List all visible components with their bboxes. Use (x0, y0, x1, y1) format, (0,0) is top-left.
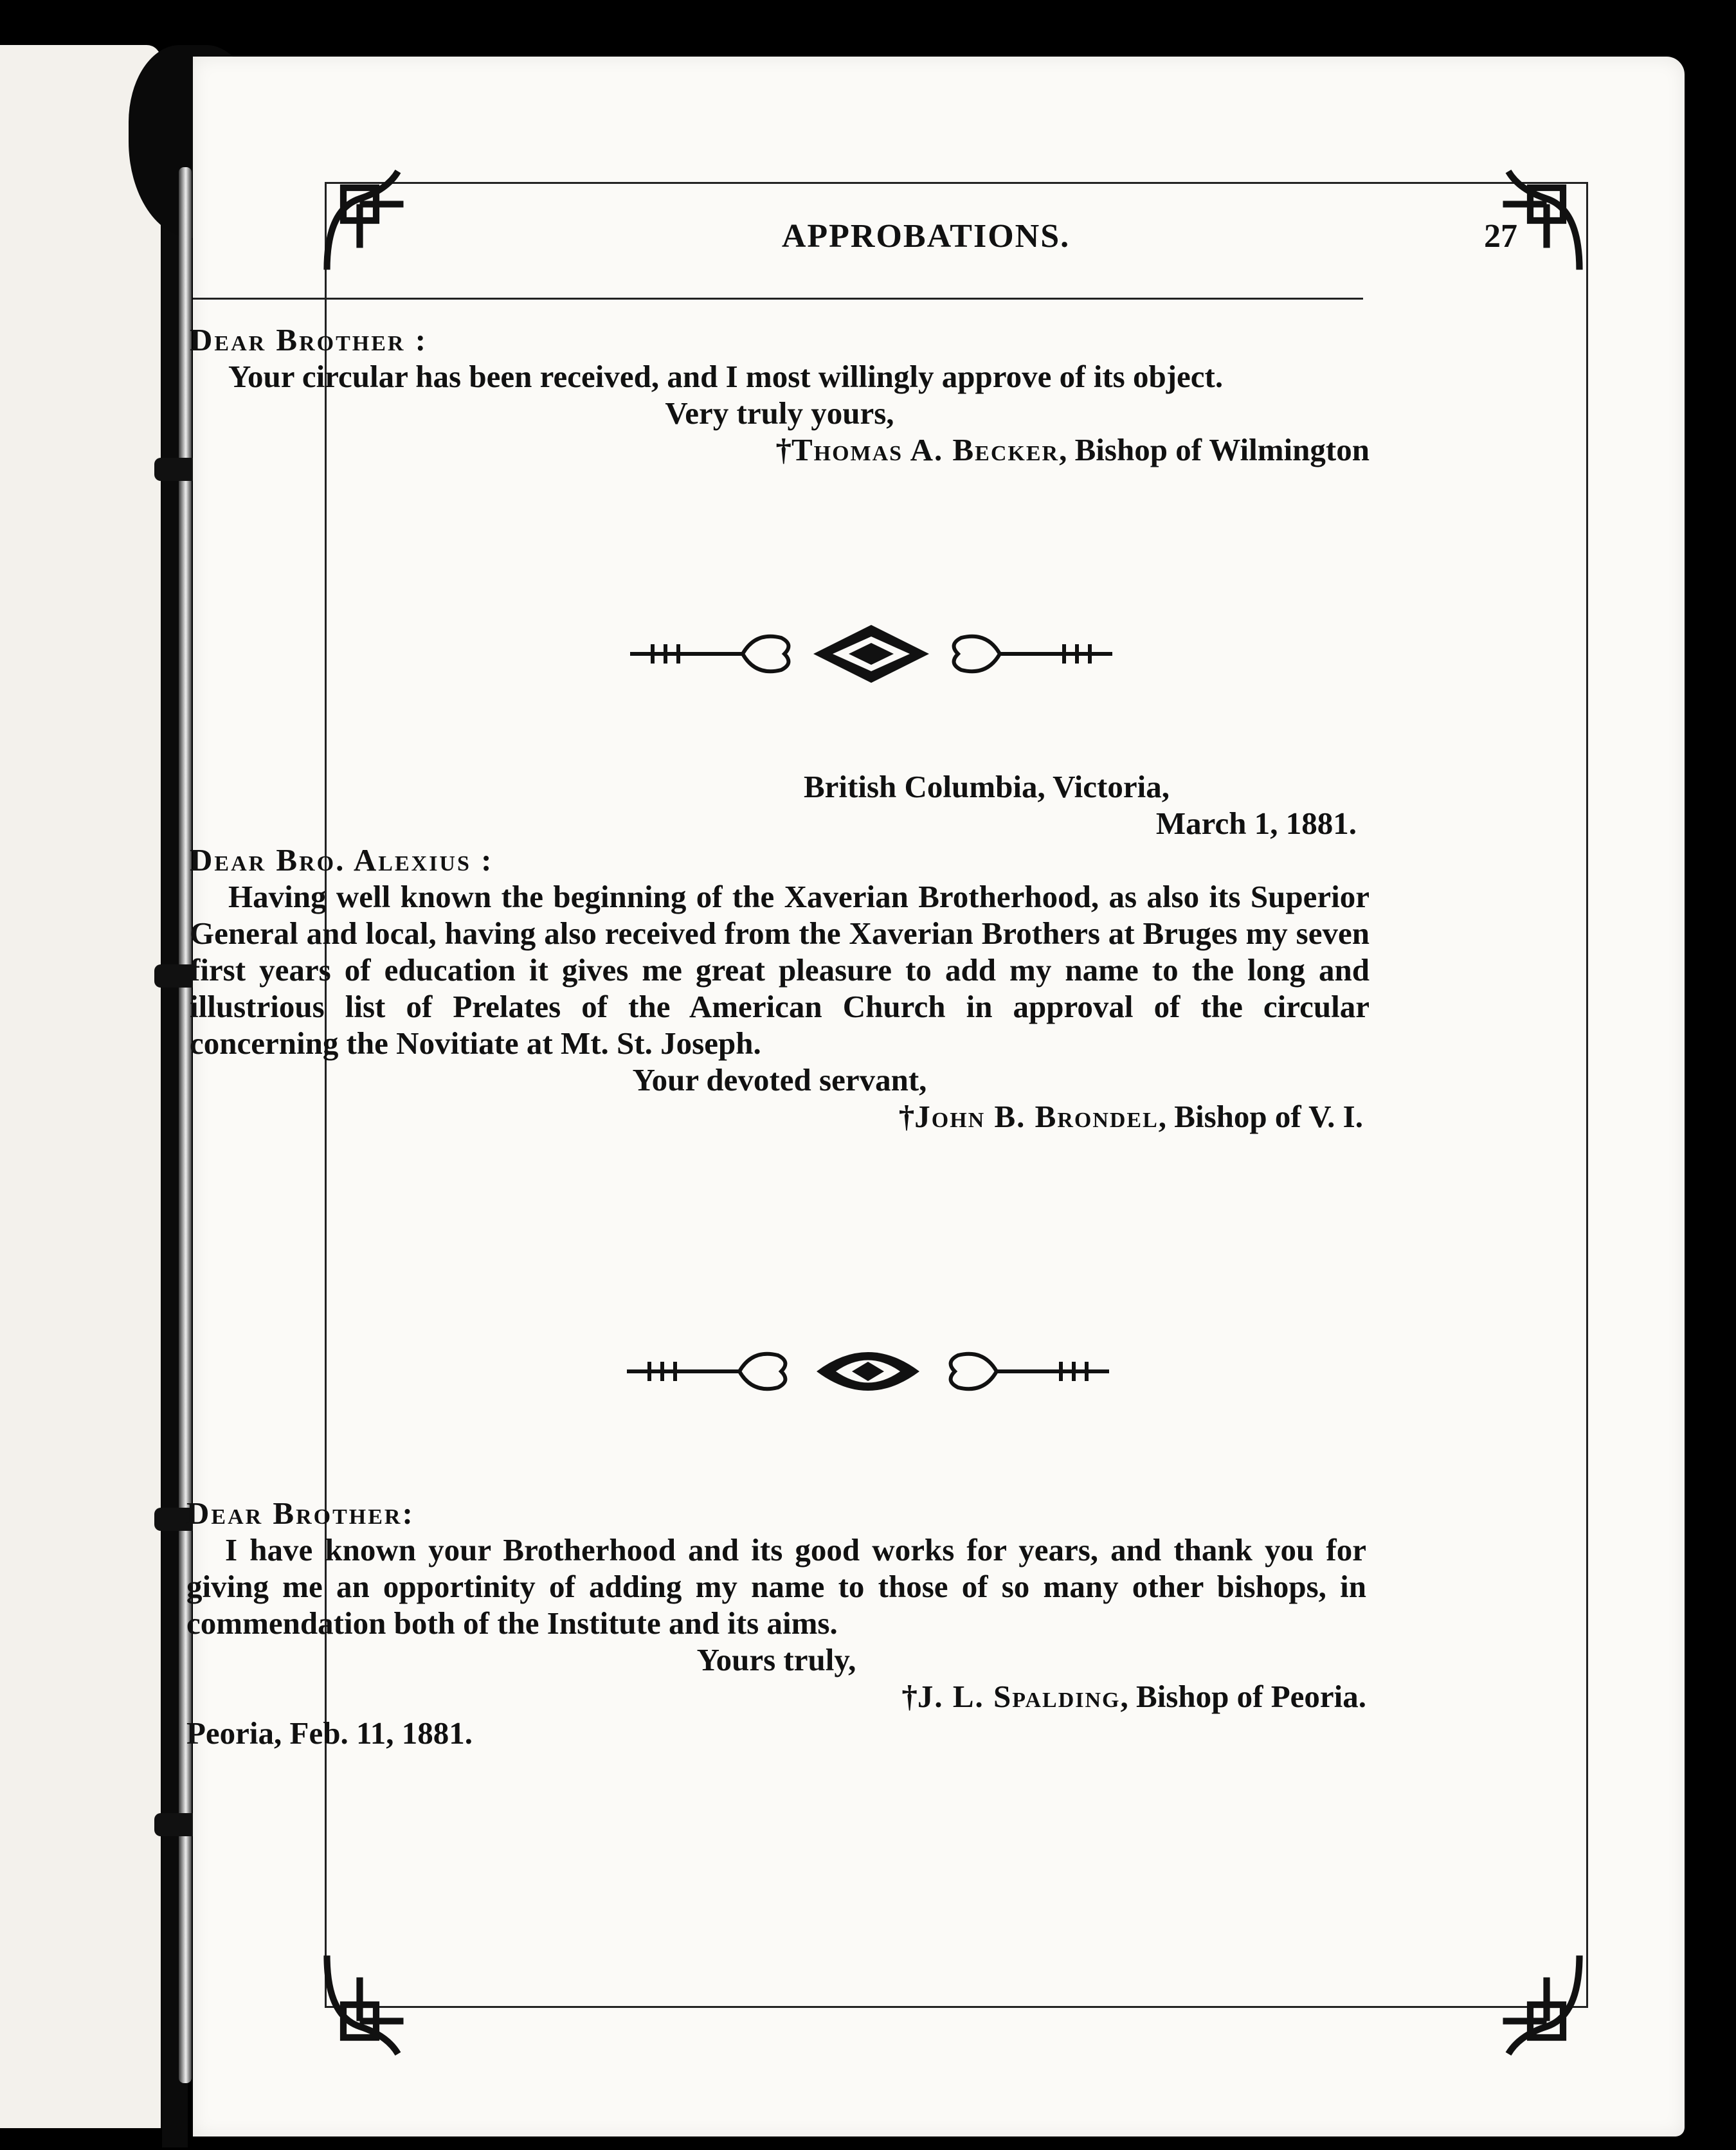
signature-name: John B. Brondel (914, 1099, 1159, 1134)
letter-3 (186, 1495, 1366, 1751)
letter-closing: Yours truly, (696, 1642, 856, 1677)
running-head: APPROBATIONS. (781, 218, 1071, 255)
previous-page-edge (0, 45, 161, 2128)
signature-title: , Bishop of V. I. (1158, 1099, 1363, 1134)
letter-salutation: Dear Brother: (186, 1495, 415, 1531)
letter-body: Having well known the beginning of the Xaverian Brotherhood, as also its Superior General and local, having also received from the Xaverian Brothers at Bruges my seven first years of education it gives me great pleasure to add my name to the long and illustrious list of Prelates of the American Church in approval of the circular concerning the Novitiate at Mt. St. Joseph. (190, 879, 1370, 1061)
header-rule (193, 298, 1363, 300)
letter-closing: Your devoted servant, (632, 1062, 927, 1098)
scroll-divider-ornament-icon (624, 1336, 1112, 1407)
signature-dagger: † (901, 1679, 918, 1714)
signature-name: Thomas A. Becker (791, 432, 1060, 467)
letter-signature (190, 1098, 1370, 1135)
letter-place: British Columbia, Victoria, (804, 769, 1170, 804)
letter-2 (190, 768, 1370, 1135)
letter-body: I have known your Brotherhood and its good works for years, and thank you for giving me an opportinity of adding my name to those of so many other bishops, in commendation both of the Institute and its aims. (186, 1532, 1366, 1641)
corner-ornament-icon (1476, 1950, 1585, 2059)
signature-dagger: † (775, 432, 791, 467)
page-header (321, 217, 1530, 269)
letter-salutation: Dear Bro. Alexius : (190, 842, 494, 878)
letter-signature (190, 431, 1370, 468)
letter-closing: Very truly yours, (665, 395, 894, 431)
signature-dagger: † (898, 1099, 915, 1134)
letter-1 (190, 321, 1370, 468)
letter-date: March 1, 1881. (1155, 806, 1357, 841)
signature-title: , Bishop of Wilmington (1059, 432, 1370, 467)
letter-place-date: Peoria, Feb. 11, 1881. (186, 1715, 473, 1751)
scroll-divider-ornament-icon (627, 619, 1116, 689)
signature-title: , Bishop of Peoria. (1120, 1679, 1366, 1714)
page-number: 27 (1484, 218, 1517, 255)
corner-ornament-icon (321, 1950, 431, 2059)
letter-salutation: Dear Brother : (190, 322, 428, 357)
letter-signature (186, 1678, 1366, 1715)
signature-name: J. L. Spalding (917, 1679, 1121, 1714)
letter-body: Your circular has been received, and I most willingly approve of its object. (228, 359, 1224, 394)
